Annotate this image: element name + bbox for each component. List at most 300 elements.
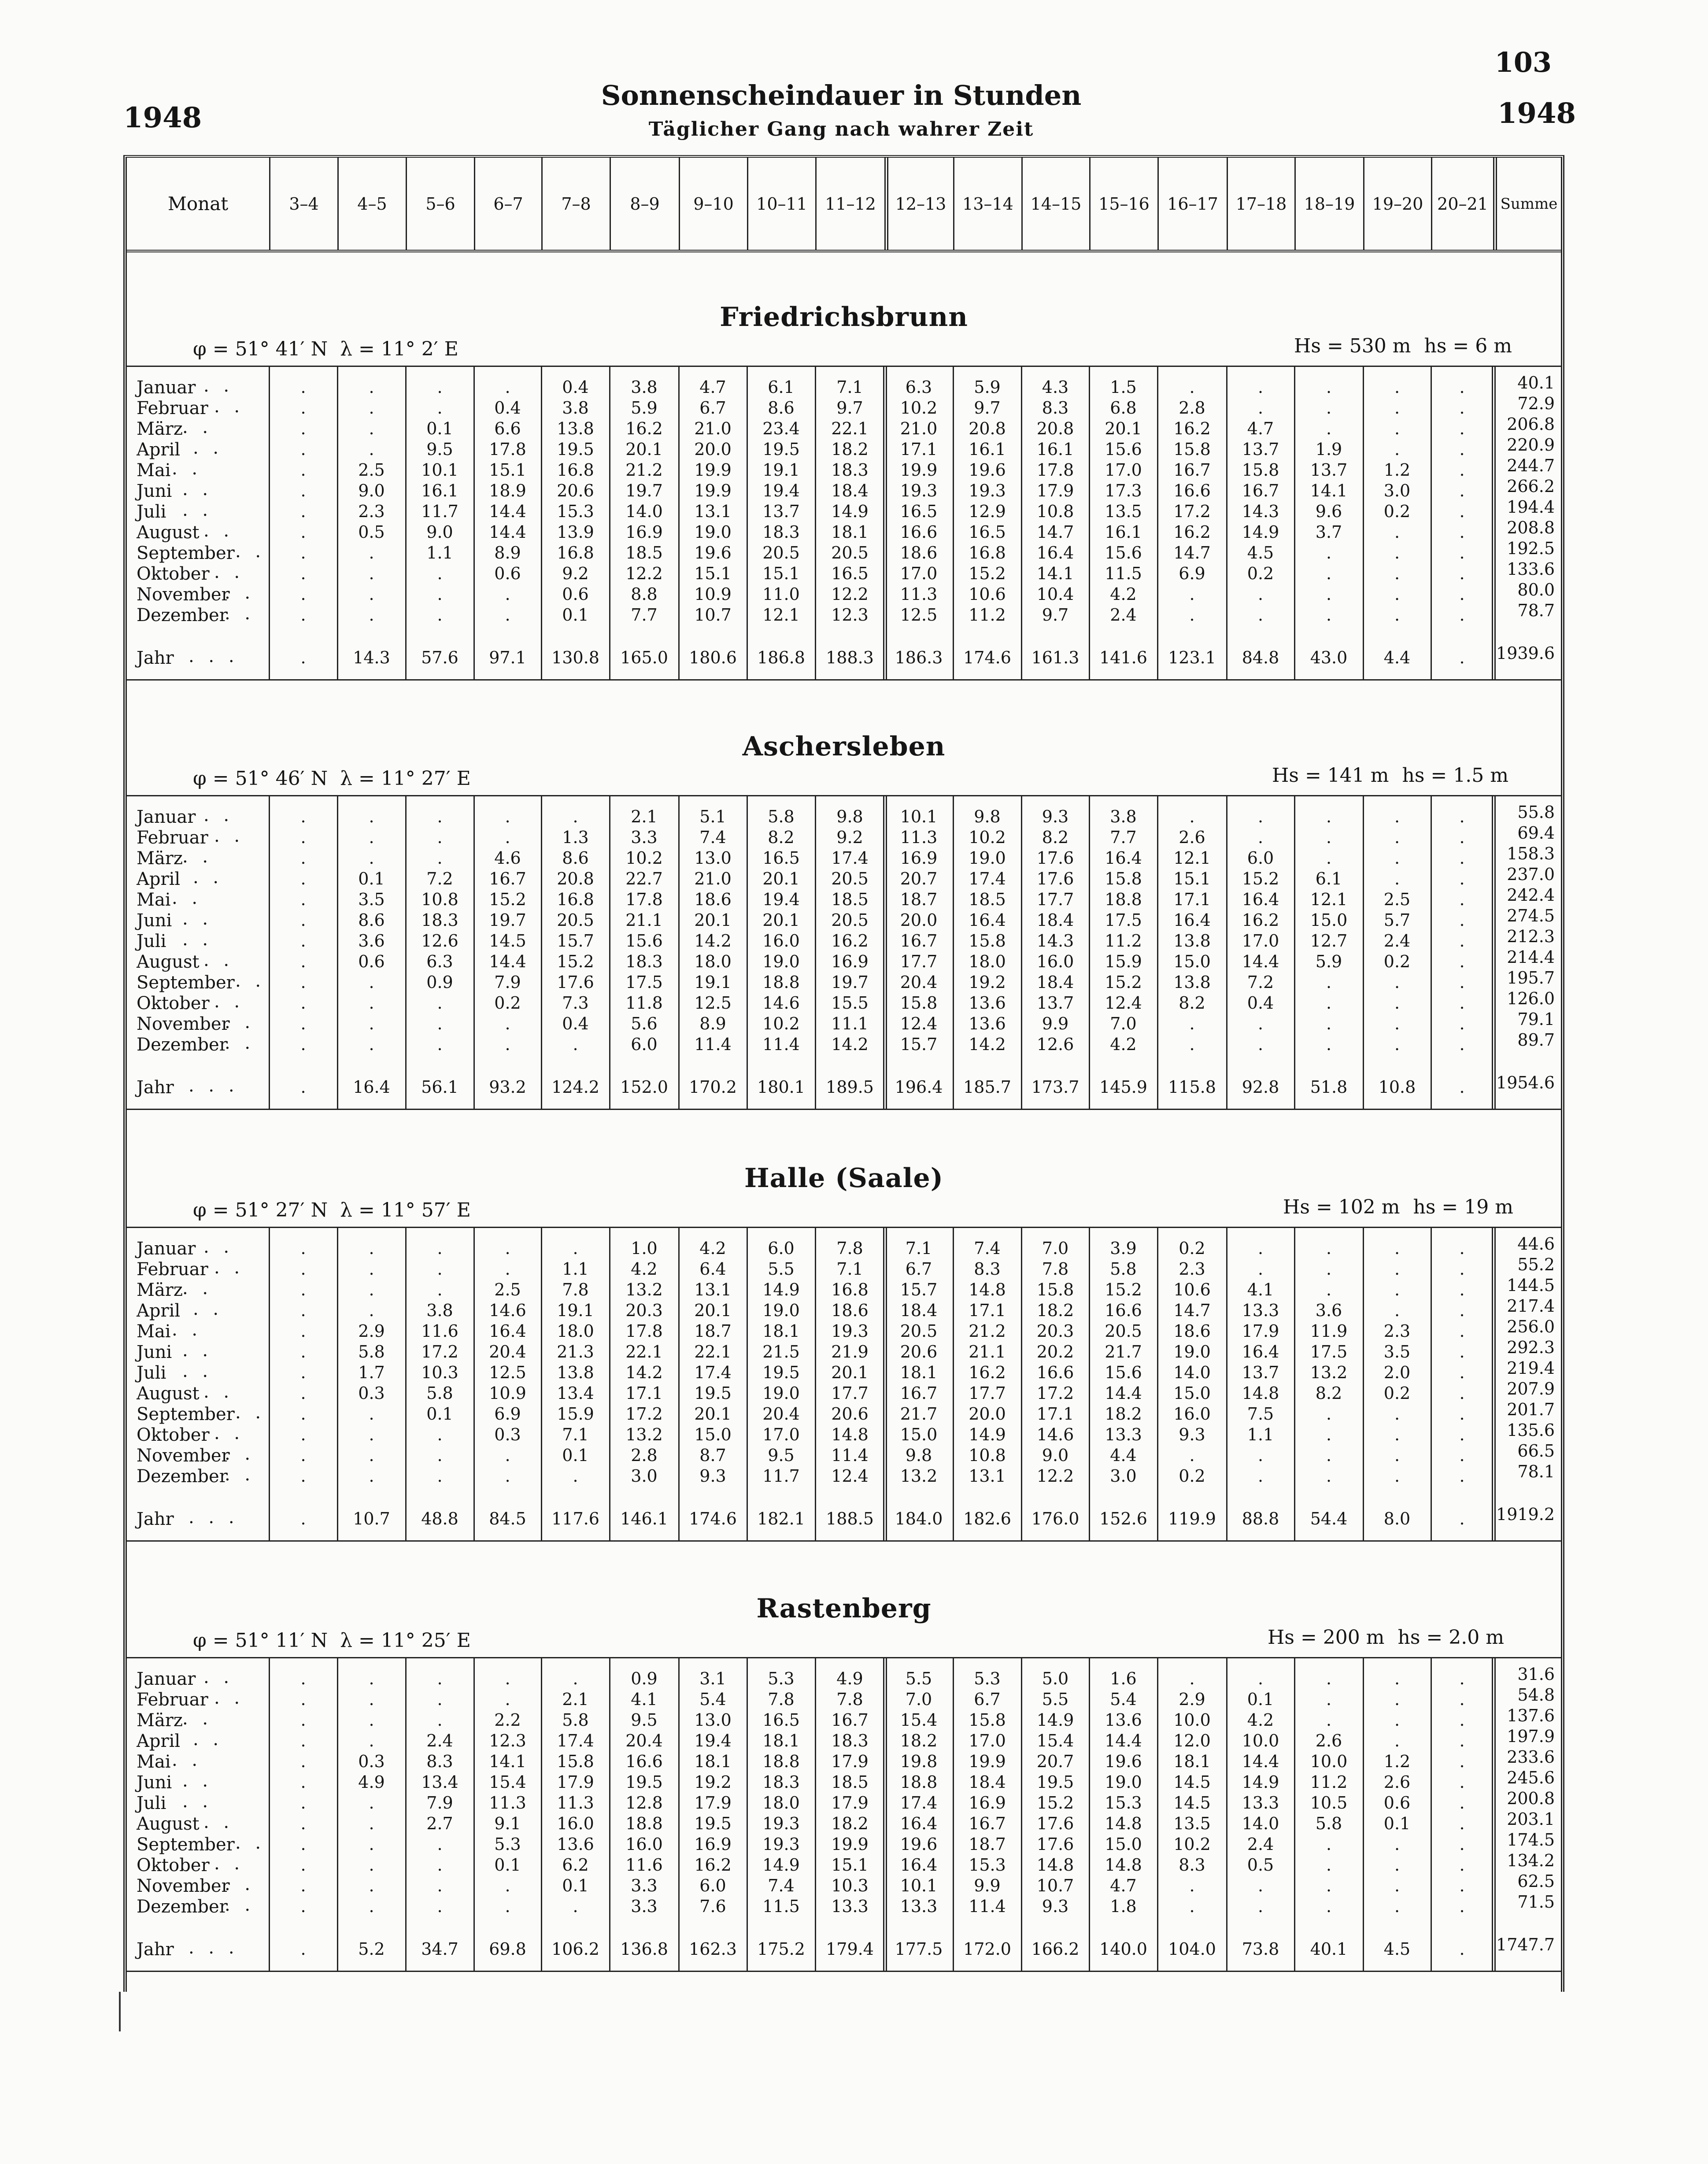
month-label: Juni [137, 1772, 172, 1793]
value-cell: 8.2 [768, 828, 795, 847]
sum-cell: 1954.6 [1496, 1073, 1555, 1092]
month-label: Juni [137, 481, 172, 501]
month-label: Dezember [137, 1466, 228, 1487]
value-cell: 9.2 [562, 564, 589, 583]
leader-dots: . . [214, 1688, 244, 1708]
month-row [127, 844, 1561, 869]
value-cell: 18.9 [489, 481, 526, 500]
sum-cell: 44.6 [1517, 1234, 1555, 1254]
value-cell: . [1459, 1897, 1465, 1916]
leader-dots: . . [225, 603, 255, 624]
value-cell: 0.2 [1179, 1466, 1205, 1486]
value-cell: . [300, 1383, 306, 1403]
value-cell: 14.5 [1173, 1793, 1211, 1813]
value-cell: 15.0 [1105, 1835, 1142, 1854]
value-cell: . [369, 1466, 374, 1486]
value-cell: 0.1 [358, 869, 385, 888]
value-cell: . [300, 1690, 306, 1709]
value-cell: 16.5 [969, 522, 1006, 542]
value-cell: 15.4 [489, 1772, 526, 1792]
value-cell: 2.5 [1383, 890, 1411, 909]
value-cell: . [300, 1301, 306, 1320]
value-cell: 11.7 [762, 1466, 800, 1486]
value-cell: . [369, 543, 374, 562]
value-cell: 2.6 [1179, 828, 1205, 847]
value-cell: 11.5 [762, 1897, 800, 1916]
value-cell: 0.4 [1247, 993, 1274, 1013]
month-label: Januar [137, 807, 196, 827]
value-cell: 17.7 [1036, 890, 1074, 909]
value-cell: 19.9 [969, 1752, 1006, 1771]
leader-dots: . . [193, 438, 223, 458]
month-label: Oktober [137, 564, 210, 584]
value-cell: 19.0 [762, 1383, 800, 1403]
value-cell: 7.9 [494, 973, 521, 992]
month-label: November [137, 1446, 230, 1466]
value-cell: 17.5 [1310, 1342, 1348, 1361]
value-cell: 18.2 [900, 1731, 938, 1750]
value-cell: 13.6 [969, 1014, 1006, 1033]
value-cell: 15.1 [1173, 869, 1211, 888]
value-cell: . [300, 1280, 306, 1299]
value-cell: . [369, 1259, 374, 1279]
value-cell: 15.3 [969, 1855, 1006, 1875]
value-cell: 4.1 [631, 1690, 658, 1709]
value-cell: 6.1 [1315, 869, 1342, 888]
value-cell: . [437, 1710, 443, 1730]
value-cell: 16.9 [625, 522, 663, 542]
month-row [127, 580, 1561, 605]
month-label: Juni [137, 910, 172, 931]
value-cell: . [300, 848, 306, 868]
value-cell: . [505, 1466, 510, 1486]
sum-cell: 197.9 [1507, 1727, 1555, 1746]
value-cell: 0.1 [562, 605, 589, 625]
value-cell: 5.4 [699, 1690, 726, 1709]
month-label: Mai [137, 890, 171, 910]
value-cell: 14.1 [1036, 564, 1074, 583]
leader-dots: . . [214, 1258, 244, 1278]
station-height: Hs = 530 m [1294, 335, 1411, 357]
value-cell: . [1459, 1321, 1465, 1341]
value-cell: 20.4 [489, 1342, 526, 1361]
value-cell: 17.6 [557, 973, 594, 992]
value-cell: 10.6 [1173, 1280, 1211, 1299]
value-cell: 16.4 [1105, 848, 1142, 868]
value-cell: 9.0 [1042, 1446, 1069, 1465]
value-cell: 20.0 [900, 910, 938, 930]
value-cell: 12.4 [1105, 993, 1142, 1013]
value-cell: 9.3 [1042, 1897, 1069, 1916]
value-cell: . [1394, 1669, 1400, 1688]
value-cell: 1.3 [562, 828, 589, 847]
value-cell: . [1394, 1446, 1400, 1465]
value-cell: . [300, 648, 306, 667]
value-cell: . [505, 1690, 510, 1709]
value-cell: 0.1 [562, 1446, 589, 1465]
station-table [127, 795, 1561, 1110]
value-cell: 16.4 [1242, 1342, 1279, 1361]
value-cell: . [1459, 1710, 1465, 1730]
leader-dots: . . [182, 479, 213, 499]
value-cell: . [300, 584, 306, 604]
value-cell: 19.5 [694, 1814, 732, 1833]
value-cell: 4.3 [1042, 377, 1069, 397]
value-cell: . [1459, 1446, 1465, 1465]
value-cell: 8.9 [699, 1014, 726, 1033]
value-cell: 5.8 [426, 1383, 453, 1403]
value-cell: 20.7 [1036, 1752, 1074, 1771]
value-cell: 4.4 [1383, 648, 1411, 667]
value-cell: 0.6 [494, 564, 521, 583]
value-cell: 2.0 [1383, 1363, 1411, 1382]
value-cell: . [1257, 584, 1264, 604]
month-row [127, 1768, 1561, 1793]
leader-dots: . . [203, 1382, 234, 1402]
value-cell: 19.0 [1105, 1772, 1142, 1792]
value-cell: 5.6 [631, 1014, 658, 1033]
sum-cell: 214.4 [1507, 947, 1555, 967]
value-cell: 12.5 [489, 1363, 526, 1382]
value-cell: . [1459, 1425, 1465, 1444]
month-row [127, 1667, 1561, 1688]
value-cell: . [1394, 1710, 1400, 1730]
value-cell: 11.3 [900, 828, 938, 847]
value-cell: 3.5 [1383, 1342, 1411, 1361]
value-cell: 18.4 [1036, 910, 1074, 930]
value-cell: 16.8 [557, 890, 594, 909]
leader-dots: . . [203, 1812, 234, 1832]
value-cell: . [437, 828, 443, 847]
month-row [127, 1441, 1561, 1466]
value-cell: 19.5 [625, 1772, 663, 1792]
value-cell: 12.5 [694, 993, 732, 1013]
sum-cell: 158.3 [1507, 844, 1555, 863]
value-cell: . [300, 910, 306, 930]
station-heights [1259, 764, 1508, 787]
value-cell: 19.7 [625, 481, 663, 500]
value-cell: . [300, 807, 306, 826]
value-cell: 18.6 [900, 543, 938, 562]
value-cell: 3.3 [631, 828, 658, 847]
value-cell: 21.7 [900, 1404, 938, 1424]
value-cell: 14.4 [489, 522, 526, 542]
station-height: Hs = 102 m [1283, 1196, 1400, 1218]
month-row [127, 1830, 1561, 1855]
value-cell: . [1326, 1710, 1332, 1730]
value-cell: 13.4 [421, 1772, 458, 1792]
value-cell: 8.8 [631, 584, 658, 604]
value-cell: . [1459, 1939, 1465, 1959]
value-cell: . [369, 1425, 374, 1444]
value-cell: . [1459, 1342, 1465, 1361]
month-label: Juli [137, 1793, 166, 1813]
column-header-hour: 20–21 [1431, 158, 1493, 250]
month-row [127, 497, 1561, 522]
value-cell: 2.5 [358, 460, 385, 480]
value-cell: . [300, 993, 306, 1013]
value-cell: 0.3 [358, 1752, 385, 1771]
value-cell: 21.5 [762, 1342, 800, 1361]
value-cell: 15.0 [1173, 952, 1211, 971]
value-cell: 9.8 [836, 807, 863, 826]
value-cell: 16.5 [762, 1710, 800, 1730]
leader-dots: . . [225, 1465, 255, 1485]
value-cell: 16.4 [353, 1077, 390, 1097]
value-cell: . [1189, 1014, 1195, 1033]
value-cell: . [1189, 1897, 1195, 1916]
value-cell: 4.7 [1110, 1876, 1137, 1895]
value-cell: 10.0 [1310, 1752, 1348, 1771]
value-cell: 1.0 [631, 1239, 658, 1258]
value-cell: 2.1 [631, 807, 658, 826]
sum-cell: 135.6 [1507, 1420, 1555, 1440]
value-cell: 16.4 [1242, 890, 1279, 909]
value-cell: 1.1 [1247, 1425, 1274, 1444]
station-block [127, 284, 1561, 685]
value-cell: 18.2 [1036, 1301, 1074, 1320]
latitude: φ = 51° 27′ N [193, 1199, 328, 1221]
latitude: φ = 51° 41′ N [193, 338, 328, 360]
value-cell: 5.8 [1315, 1814, 1342, 1833]
value-cell: 18.1 [831, 522, 869, 542]
value-cell: . [1394, 1035, 1400, 1054]
value-cell: . [1394, 584, 1400, 604]
value-cell: 14.8 [1105, 1814, 1142, 1833]
value-cell: 4.2 [1110, 1035, 1137, 1054]
value-cell: 5.3 [768, 1669, 795, 1688]
value-cell: 4.6 [494, 848, 521, 868]
value-cell: 16.4 [900, 1855, 938, 1875]
value-cell: 18.4 [1036, 973, 1074, 992]
value-cell: 18.2 [831, 440, 869, 459]
leader-dots: . . [172, 888, 202, 908]
value-cell: 18.4 [831, 481, 869, 500]
sum-cell: 66.5 [1517, 1441, 1555, 1461]
value-cell: 15.8 [969, 1710, 1006, 1730]
value-cell: . [1459, 1690, 1465, 1709]
value-cell: 5.8 [358, 1342, 385, 1361]
value-cell: 19.1 [762, 460, 800, 480]
value-cell: 196.4 [895, 1077, 943, 1097]
value-cell: 1.2 [1383, 460, 1411, 480]
value-cell: . [437, 807, 443, 826]
leader-dots: . . [193, 1299, 223, 1319]
value-cell: 2.6 [1315, 1731, 1342, 1750]
value-cell: . [505, 828, 510, 847]
month-label: Dezember [137, 1897, 228, 1917]
value-cell: 20.0 [694, 440, 732, 459]
value-cell: 9.3 [1179, 1425, 1205, 1444]
value-cell: 12.1 [762, 605, 800, 625]
value-cell: . [1459, 1772, 1465, 1792]
value-cell: 0.4 [562, 377, 589, 397]
value-cell: 15.6 [1105, 543, 1142, 562]
value-cell: 21.0 [900, 419, 938, 438]
value-cell: 17.0 [1105, 460, 1142, 480]
value-cell: 14.4 [1105, 1383, 1142, 1403]
value-cell: . [369, 828, 374, 847]
value-cell: 15.0 [1310, 910, 1348, 930]
value-cell: 19.7 [489, 910, 526, 930]
value-cell: 12.2 [625, 564, 663, 583]
value-cell: 17.8 [625, 890, 663, 909]
value-cell: . [300, 460, 306, 480]
value-cell: 146.1 [620, 1509, 668, 1528]
value-cell: 180.6 [689, 648, 737, 667]
value-cell: 18.5 [625, 543, 663, 562]
value-cell: 7.8 [1042, 1259, 1069, 1279]
value-cell: 18.3 [831, 1731, 869, 1750]
value-cell: 18.3 [762, 1772, 800, 1792]
value-cell: . [1326, 1259, 1332, 1279]
value-cell: 19.1 [694, 973, 732, 992]
value-cell: 18.8 [762, 973, 800, 992]
value-cell: . [1459, 1814, 1465, 1833]
value-cell: 4.5 [1383, 1939, 1411, 1959]
month-label: Januar [137, 377, 196, 398]
value-cell: 16.2 [625, 419, 663, 438]
value-cell: 11.3 [557, 1793, 594, 1813]
value-cell: . [1257, 1259, 1264, 1279]
column-header-hour: 18–19 [1294, 158, 1363, 250]
value-cell: 18.7 [969, 1835, 1006, 1854]
value-cell: 19.4 [762, 481, 800, 500]
value-cell: . [1326, 993, 1332, 1013]
value-cell: . [369, 1814, 374, 1833]
value-cell: . [300, 1669, 306, 1688]
leader-dots: . . [214, 396, 244, 417]
value-cell: 188.5 [826, 1509, 874, 1528]
value-cell: 10.8 [969, 1446, 1006, 1465]
value-cell: 119.9 [1168, 1509, 1216, 1528]
value-cell: 15.7 [900, 1035, 938, 1054]
value-cell: 1.5 [1110, 377, 1137, 397]
station-block [127, 714, 1561, 1114]
value-cell: 17.4 [694, 1363, 732, 1382]
value-cell: 9.7 [974, 398, 1001, 418]
sum-cell: 69.4 [1517, 823, 1555, 843]
value-cell: 13.3 [1242, 1793, 1279, 1813]
value-cell: 12.5 [900, 605, 938, 625]
value-cell: 16.6 [1036, 1363, 1074, 1382]
value-cell: 17.4 [900, 1793, 938, 1813]
month-label: März [137, 848, 183, 869]
value-cell: 19.5 [762, 1363, 800, 1382]
value-cell: 19.6 [969, 460, 1006, 480]
value-cell: . [300, 419, 306, 438]
value-cell: 12.4 [831, 1466, 869, 1486]
value-cell: 2.4 [1247, 1835, 1274, 1854]
sum-cell: 244.7 [1507, 456, 1555, 475]
value-cell: 15.2 [1105, 1280, 1142, 1299]
column-header-hour: 6–7 [474, 158, 541, 250]
value-cell: 16.6 [1173, 481, 1211, 500]
month-label: Januar [137, 1239, 196, 1259]
value-cell: 20.1 [762, 869, 800, 888]
sum-cell: 194.4 [1507, 497, 1555, 517]
value-cell: 20.8 [969, 419, 1006, 438]
value-cell: 19.0 [694, 522, 732, 542]
value-cell: . [1257, 1014, 1264, 1033]
value-cell: 8.7 [699, 1446, 726, 1465]
month-label: November [137, 1876, 230, 1896]
value-cell: . [1394, 564, 1400, 583]
value-cell: 9.8 [974, 807, 1001, 826]
leader-dots: . . [182, 1791, 213, 1812]
value-cell: . [505, 1035, 510, 1054]
value-cell: 17.8 [625, 1321, 663, 1341]
value-cell: 13.6 [969, 993, 1006, 1013]
sum-cell: 195.7 [1507, 968, 1555, 988]
value-cell: 16.4 [969, 910, 1006, 930]
year-right: 1948 [1497, 97, 1576, 130]
month-row [127, 435, 1561, 460]
month-label: August [137, 522, 200, 543]
value-cell: 16.1 [421, 481, 458, 500]
month-label: Februar [137, 1259, 208, 1280]
month-label: Juli [137, 931, 166, 951]
value-cell: 18.6 [1173, 1321, 1211, 1341]
value-cell: 3.6 [1315, 1301, 1342, 1320]
value-cell: . [1459, 848, 1465, 868]
month-row [127, 947, 1561, 972]
value-cell: 17.0 [969, 1731, 1006, 1750]
value-cell: 20.6 [900, 1342, 938, 1361]
value-cell: 9.2 [836, 828, 863, 847]
value-cell: . [1394, 377, 1400, 397]
value-cell: . [1326, 1404, 1332, 1424]
month-row [127, 1278, 1561, 1299]
value-cell: 6.9 [1179, 564, 1205, 583]
sum-cell: 1939.6 [1496, 644, 1555, 663]
value-cell: 15.1 [762, 564, 800, 583]
value-cell: . [369, 1014, 374, 1033]
year-total-row [127, 1935, 1561, 1960]
value-cell: . [1459, 1280, 1465, 1299]
value-cell: 20.0 [969, 1404, 1006, 1424]
value-cell: . [505, 1014, 510, 1033]
value-cell: 12.9 [969, 502, 1006, 521]
leader-dots: . . [214, 1853, 244, 1874]
value-cell: 0.2 [1179, 1239, 1205, 1258]
value-cell: . [1459, 1383, 1465, 1403]
leader-dots: . . [225, 1444, 255, 1464]
value-cell: . [1394, 543, 1400, 562]
sum-cell: 134.2 [1507, 1851, 1555, 1870]
station-coordinates [193, 1199, 483, 1221]
value-cell: 7.6 [699, 1897, 726, 1916]
instrument-height: hs = 1.5 m [1402, 764, 1508, 787]
value-cell: . [1189, 1446, 1195, 1465]
value-cell: 69.8 [489, 1939, 526, 1959]
value-cell: . [437, 1259, 443, 1279]
leader-dots: . . [203, 521, 234, 541]
value-cell: 7.7 [631, 605, 658, 625]
leader-dots: . . [214, 562, 244, 582]
value-cell: 11.4 [762, 1035, 800, 1054]
value-cell: 13.7 [762, 502, 800, 521]
value-cell: 0.4 [562, 1014, 589, 1033]
value-cell: 9.5 [426, 440, 453, 459]
value-cell: 12.6 [421, 931, 458, 951]
leader-dots: . . [203, 805, 234, 825]
value-cell: 88.8 [1242, 1509, 1279, 1528]
value-cell: 7.3 [562, 993, 589, 1013]
value-cell: 16.2 [1242, 910, 1279, 930]
value-cell: 18.0 [969, 952, 1006, 971]
value-cell: . [437, 1446, 443, 1465]
